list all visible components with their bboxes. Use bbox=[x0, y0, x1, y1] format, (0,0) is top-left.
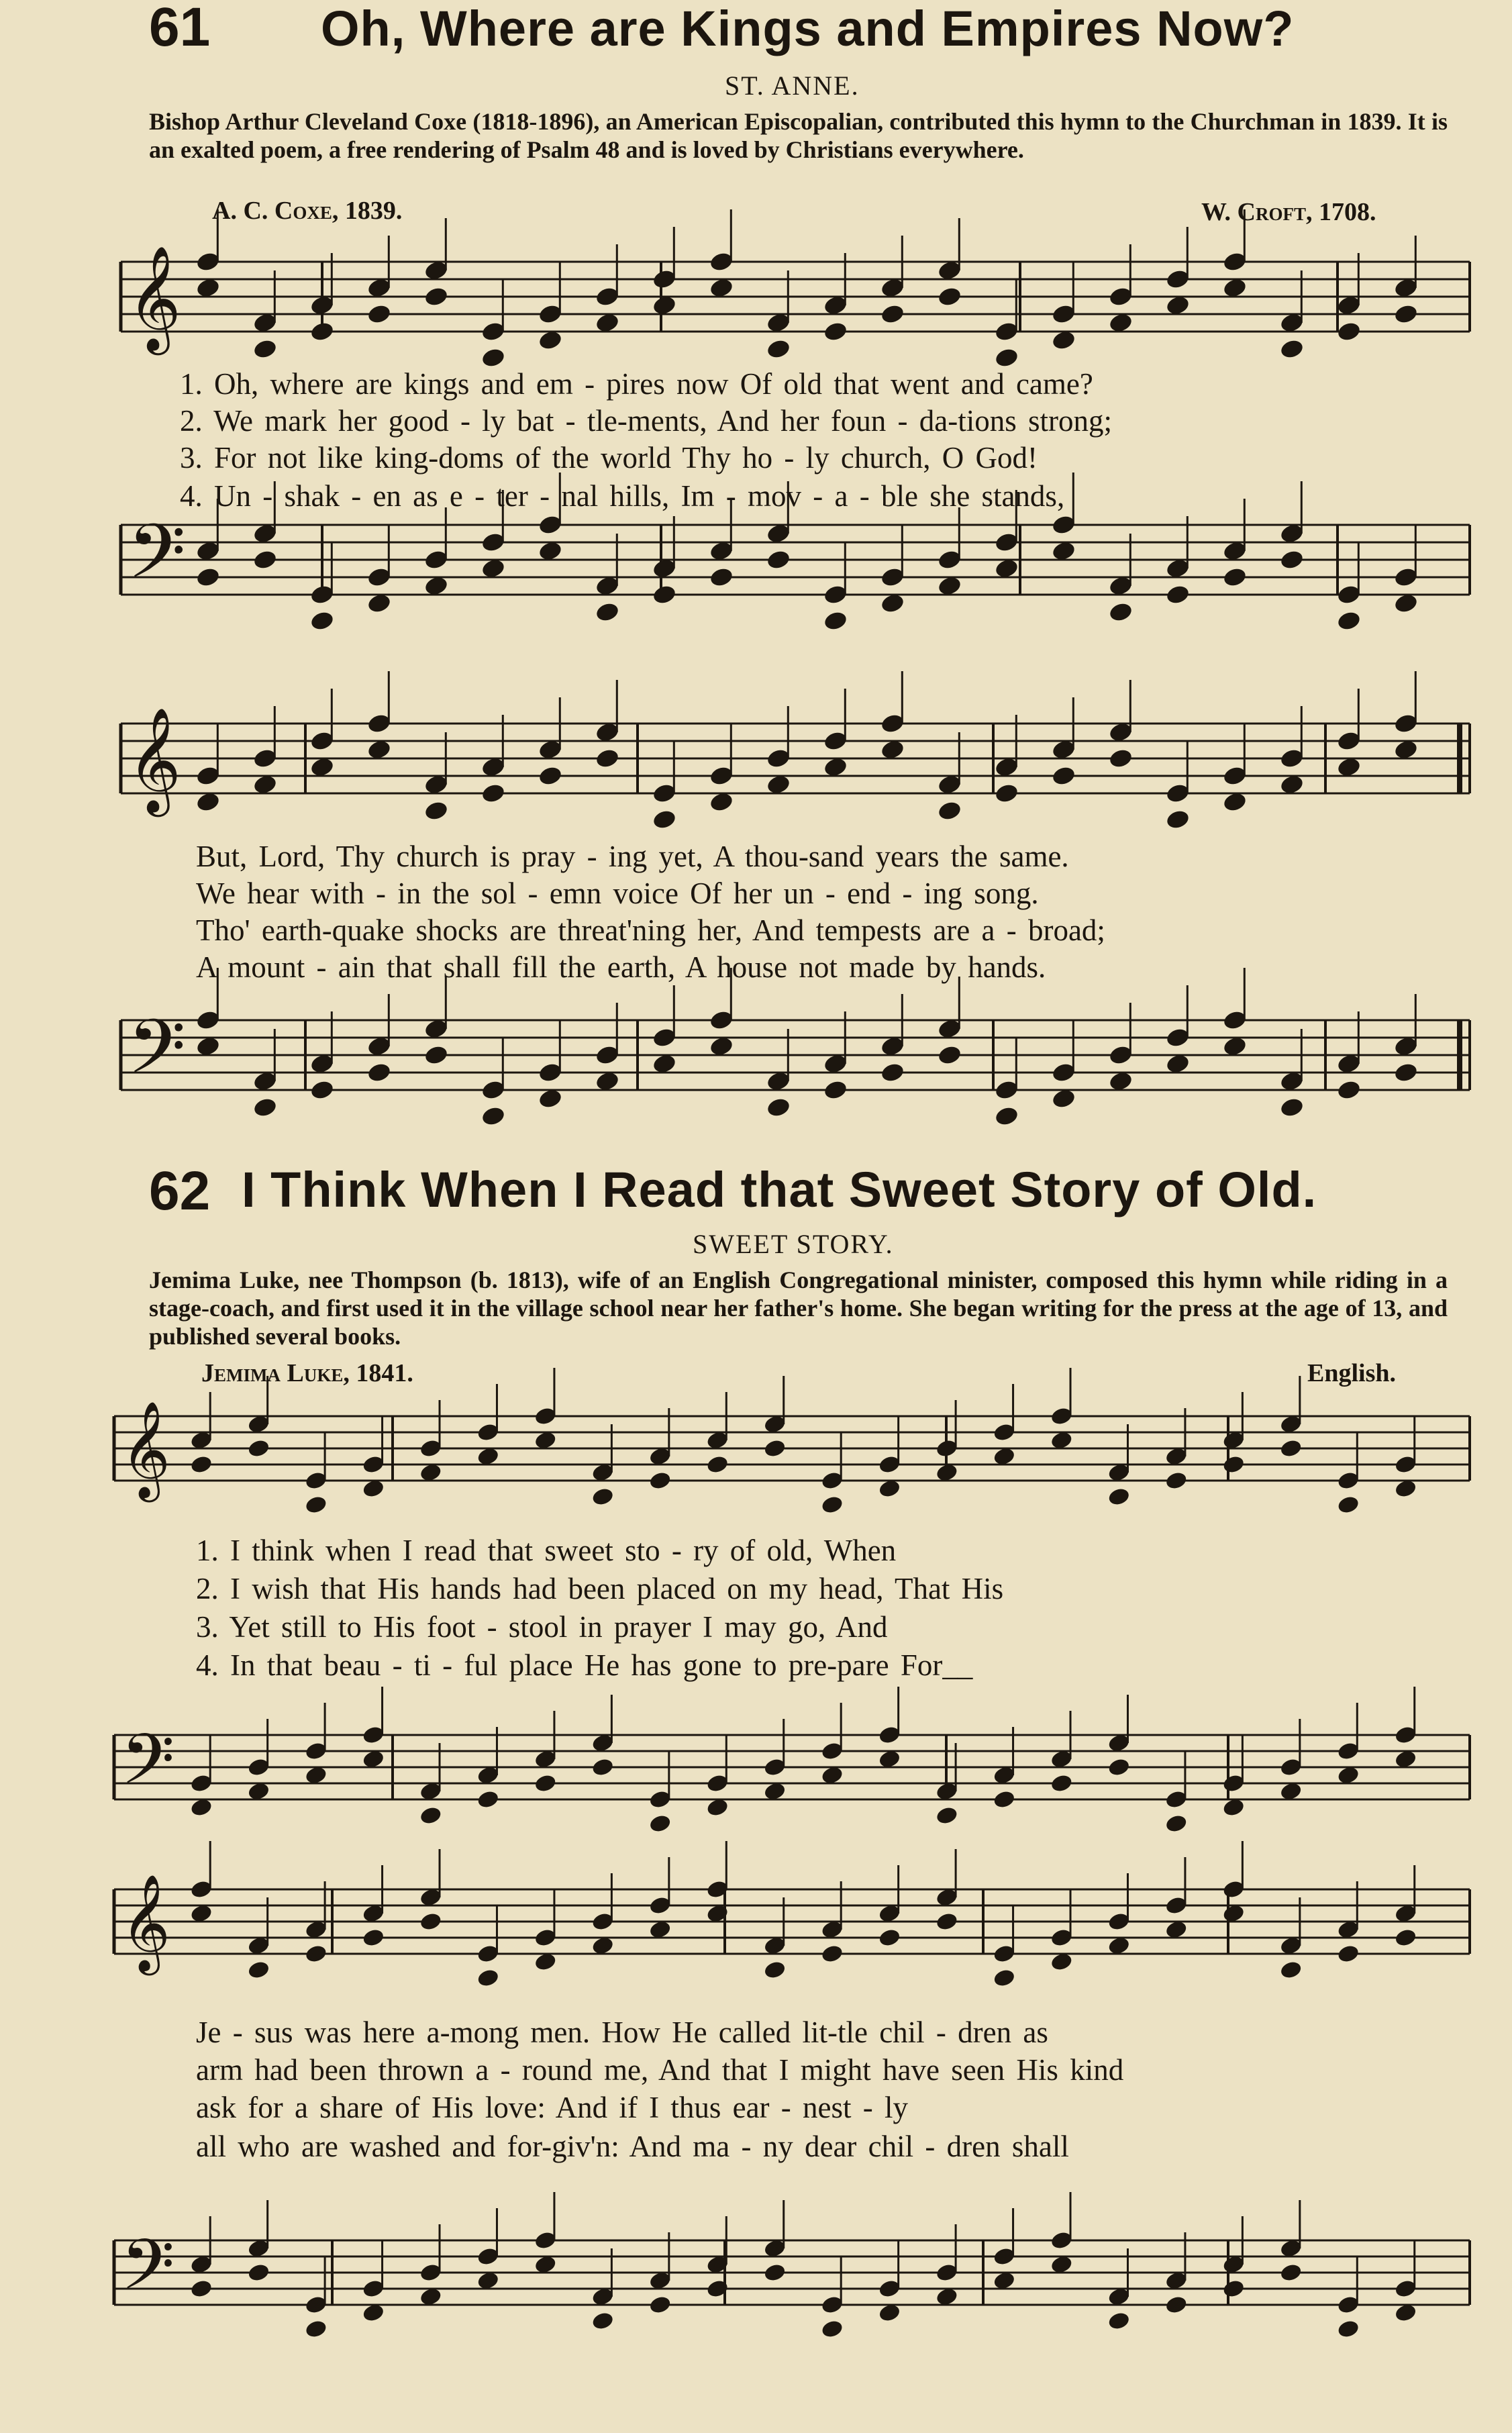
author-credit: Jemima Luke, 1841. bbox=[201, 1359, 413, 1387]
note-head bbox=[1165, 583, 1191, 605]
note-head bbox=[423, 799, 449, 822]
note-head bbox=[591, 1487, 615, 1507]
treble-clef: 𝄞 bbox=[128, 707, 181, 812]
note-head bbox=[937, 1044, 962, 1066]
note-head bbox=[362, 1928, 385, 1948]
hymn-title: Oh, Where are Kings and Empires Now? bbox=[321, 1, 1295, 56]
tune-name: ST. ANNE. bbox=[725, 70, 860, 101]
note-head bbox=[1336, 1495, 1360, 1515]
note-head bbox=[1222, 2279, 1246, 2299]
note-head bbox=[823, 320, 848, 342]
hymn-number: 61 bbox=[149, 0, 211, 58]
note-head bbox=[423, 285, 449, 307]
note-head bbox=[993, 1968, 1016, 1988]
verse-line: 2. We mark her good - ly bat - tle-ments, And her foun - da-tions strong; bbox=[180, 404, 1113, 438]
note-head bbox=[476, 1789, 500, 1809]
note-head bbox=[304, 2319, 327, 2339]
note-head bbox=[1279, 338, 1305, 360]
bass-clef: 𝄢 bbox=[121, 2225, 175, 2322]
note-head bbox=[935, 1805, 958, 1826]
note-head bbox=[1108, 747, 1133, 769]
tune-name: SWEET STORY. bbox=[693, 1229, 894, 1259]
note-head bbox=[423, 1044, 449, 1066]
verse-line: We hear with - in the sol - emn voice Of her un - end - ing song. bbox=[196, 877, 1039, 910]
note-head bbox=[476, 1968, 500, 1988]
note-head bbox=[247, 1960, 270, 1980]
note-head bbox=[1336, 320, 1362, 342]
note-head bbox=[481, 782, 506, 804]
verse-line: 4. In that beau - ti - ful place He has gone to pre-pare For__ bbox=[196, 1648, 973, 1682]
note-head bbox=[648, 1814, 672, 1834]
note-head bbox=[419, 1805, 442, 1826]
note-head bbox=[1107, 1757, 1131, 1777]
verse-line: 3. Yet still to His foot - stool in prayer I may go, And bbox=[196, 1610, 888, 1644]
note-head bbox=[309, 320, 335, 342]
note-head bbox=[766, 548, 791, 570]
note-head bbox=[247, 2263, 270, 2283]
note-head bbox=[648, 1471, 672, 1491]
note-head bbox=[481, 346, 506, 368]
verse-line: But, Lord, Thy church is pray - ing yet, A thou-sand years the same. bbox=[196, 840, 1069, 873]
note-head bbox=[1050, 1773, 1073, 1793]
note-head bbox=[1222, 1454, 1246, 1475]
verse-line: 1. I think when I read that sweet sto - ry of old, When bbox=[196, 1534, 897, 1567]
composer-credit: English. bbox=[1307, 1359, 1397, 1387]
note-head bbox=[823, 609, 848, 632]
composer-credit: W. Croft, 1708. bbox=[1201, 198, 1376, 226]
note-head bbox=[304, 1944, 327, 1964]
verse-line: 4. Un - shak - en as e - ter - nal hills, Im - mov - a - ble she stands, bbox=[180, 479, 1065, 513]
note-head bbox=[1336, 609, 1362, 632]
note-head bbox=[766, 338, 791, 360]
note-head bbox=[189, 1454, 213, 1475]
note-head bbox=[189, 2279, 213, 2299]
verse-line: Je - sus was here a-mong men. How He called lit-tle chil - dren as bbox=[196, 2016, 1048, 2049]
hymn-note: Bishop Arthur Cleveland Coxe (1818-1896), an American Episcopalian, contributed this hymn to the Churchman in 1839. It is an exalted poem, a free rendering of Psalm 48 and is loved by Christians everywhere. bbox=[149, 108, 1448, 163]
note-head bbox=[1107, 2311, 1131, 2331]
note-head bbox=[481, 1105, 506, 1127]
note-head bbox=[1222, 566, 1248, 588]
note-head bbox=[1336, 1944, 1360, 1964]
note-head bbox=[309, 1079, 335, 1101]
note-head bbox=[652, 583, 677, 605]
note-head bbox=[1108, 601, 1133, 623]
note-head bbox=[1164, 1471, 1188, 1491]
author-credit: A. C. Coxe, 1839. bbox=[212, 197, 403, 225]
note-head bbox=[705, 1454, 729, 1475]
note-head bbox=[1393, 1061, 1419, 1083]
note-head bbox=[937, 285, 962, 307]
note-head bbox=[1279, 1438, 1303, 1458]
note-head bbox=[823, 1079, 848, 1101]
note-head bbox=[763, 1438, 787, 1458]
note-head bbox=[880, 303, 905, 325]
verse-line: Tho' earth-quake shocks are threat'ning her, And tempests are a - broad; bbox=[196, 913, 1105, 947]
note-head bbox=[591, 1757, 615, 1777]
note-head bbox=[1279, 548, 1305, 570]
note-head bbox=[1279, 1096, 1305, 1118]
note-head bbox=[195, 566, 221, 588]
verse-line: 1. Oh, where are kings and em - pires now Of old that went and came? bbox=[180, 367, 1093, 401]
note-head bbox=[652, 808, 677, 830]
verse-line: A mount - ain that shall fill the earth, A house not made by hands. bbox=[196, 950, 1046, 984]
note-head bbox=[366, 1061, 392, 1083]
note-head bbox=[252, 338, 278, 360]
note-head bbox=[820, 2319, 844, 2339]
note-head bbox=[1393, 303, 1419, 325]
note-head bbox=[1336, 2319, 1360, 2339]
hymn-note: Jemima Luke, nee Thompson (b. 1813), wife of an English Congregational minister, composed this hymn while riding in a stage-coach, and first used it in the village school near her father's home. She began writing for the press at the age of 13, and published several books. bbox=[149, 1267, 1448, 1350]
verse-line: 2. I wish that His hands had been placed on my head, That His bbox=[196, 1572, 1004, 1605]
note-head bbox=[538, 764, 563, 787]
note-head bbox=[935, 1911, 958, 1932]
note-head bbox=[1107, 1487, 1131, 1507]
note-head bbox=[595, 601, 620, 623]
bass-clef: 𝄢 bbox=[128, 508, 186, 613]
note-head bbox=[252, 1096, 278, 1118]
hymn-title: I Think When I Read that Sweet Story of Old. bbox=[242, 1162, 1317, 1218]
note-head bbox=[994, 346, 1019, 368]
treble-clef: 𝄞 bbox=[121, 1874, 170, 1971]
treble-clef: 𝄞 bbox=[121, 1401, 170, 1498]
note-head bbox=[304, 1495, 327, 1515]
note-head bbox=[648, 2295, 672, 2315]
verse-line: 3. For not like king-doms of the world Thy ho - ly church, O God! bbox=[180, 441, 1038, 475]
note-head bbox=[1279, 1960, 1303, 1980]
verse-line: arm had been thrown a - round me, And that I might have seen His kind bbox=[196, 2053, 1124, 2087]
verse-line: all who are washed and for-giv'n: And ma - ny dear chil - dren shall bbox=[196, 2130, 1069, 2163]
note-head bbox=[820, 1495, 844, 1515]
note-head bbox=[309, 609, 335, 632]
note-head bbox=[1164, 2295, 1188, 2315]
note-head bbox=[820, 1944, 844, 1964]
note-head bbox=[880, 1061, 905, 1083]
note-head bbox=[247, 1438, 270, 1458]
note-head bbox=[709, 566, 734, 588]
verse-line: ask for a share of His love: And if I thus ear - nest - ly bbox=[196, 2091, 908, 2124]
bass-clef: 𝄢 bbox=[128, 1003, 186, 1109]
hymn-number: 62 bbox=[149, 1160, 211, 1222]
note-head bbox=[1394, 1928, 1417, 1948]
note-head bbox=[937, 799, 962, 822]
note-head bbox=[1279, 2263, 1303, 2283]
note-head bbox=[419, 1911, 442, 1932]
note-head bbox=[763, 1960, 787, 1980]
note-head bbox=[591, 2311, 615, 2331]
note-head bbox=[534, 1773, 557, 1793]
note-head bbox=[1336, 1079, 1362, 1101]
note-head bbox=[1164, 1814, 1188, 1834]
note-head bbox=[366, 303, 392, 325]
note-head bbox=[1165, 808, 1191, 830]
note-head bbox=[994, 782, 1019, 804]
note-head bbox=[994, 1105, 1019, 1127]
note-head bbox=[766, 1096, 791, 1118]
treble-clef: 𝄞 bbox=[128, 245, 181, 350]
note-head bbox=[993, 1789, 1016, 1809]
note-head bbox=[763, 2263, 787, 2283]
note-head bbox=[1051, 764, 1076, 787]
bass-clef: 𝄢 bbox=[121, 1720, 175, 1817]
note-head bbox=[878, 1928, 901, 1948]
note-head bbox=[252, 548, 278, 570]
note-head bbox=[595, 747, 620, 769]
